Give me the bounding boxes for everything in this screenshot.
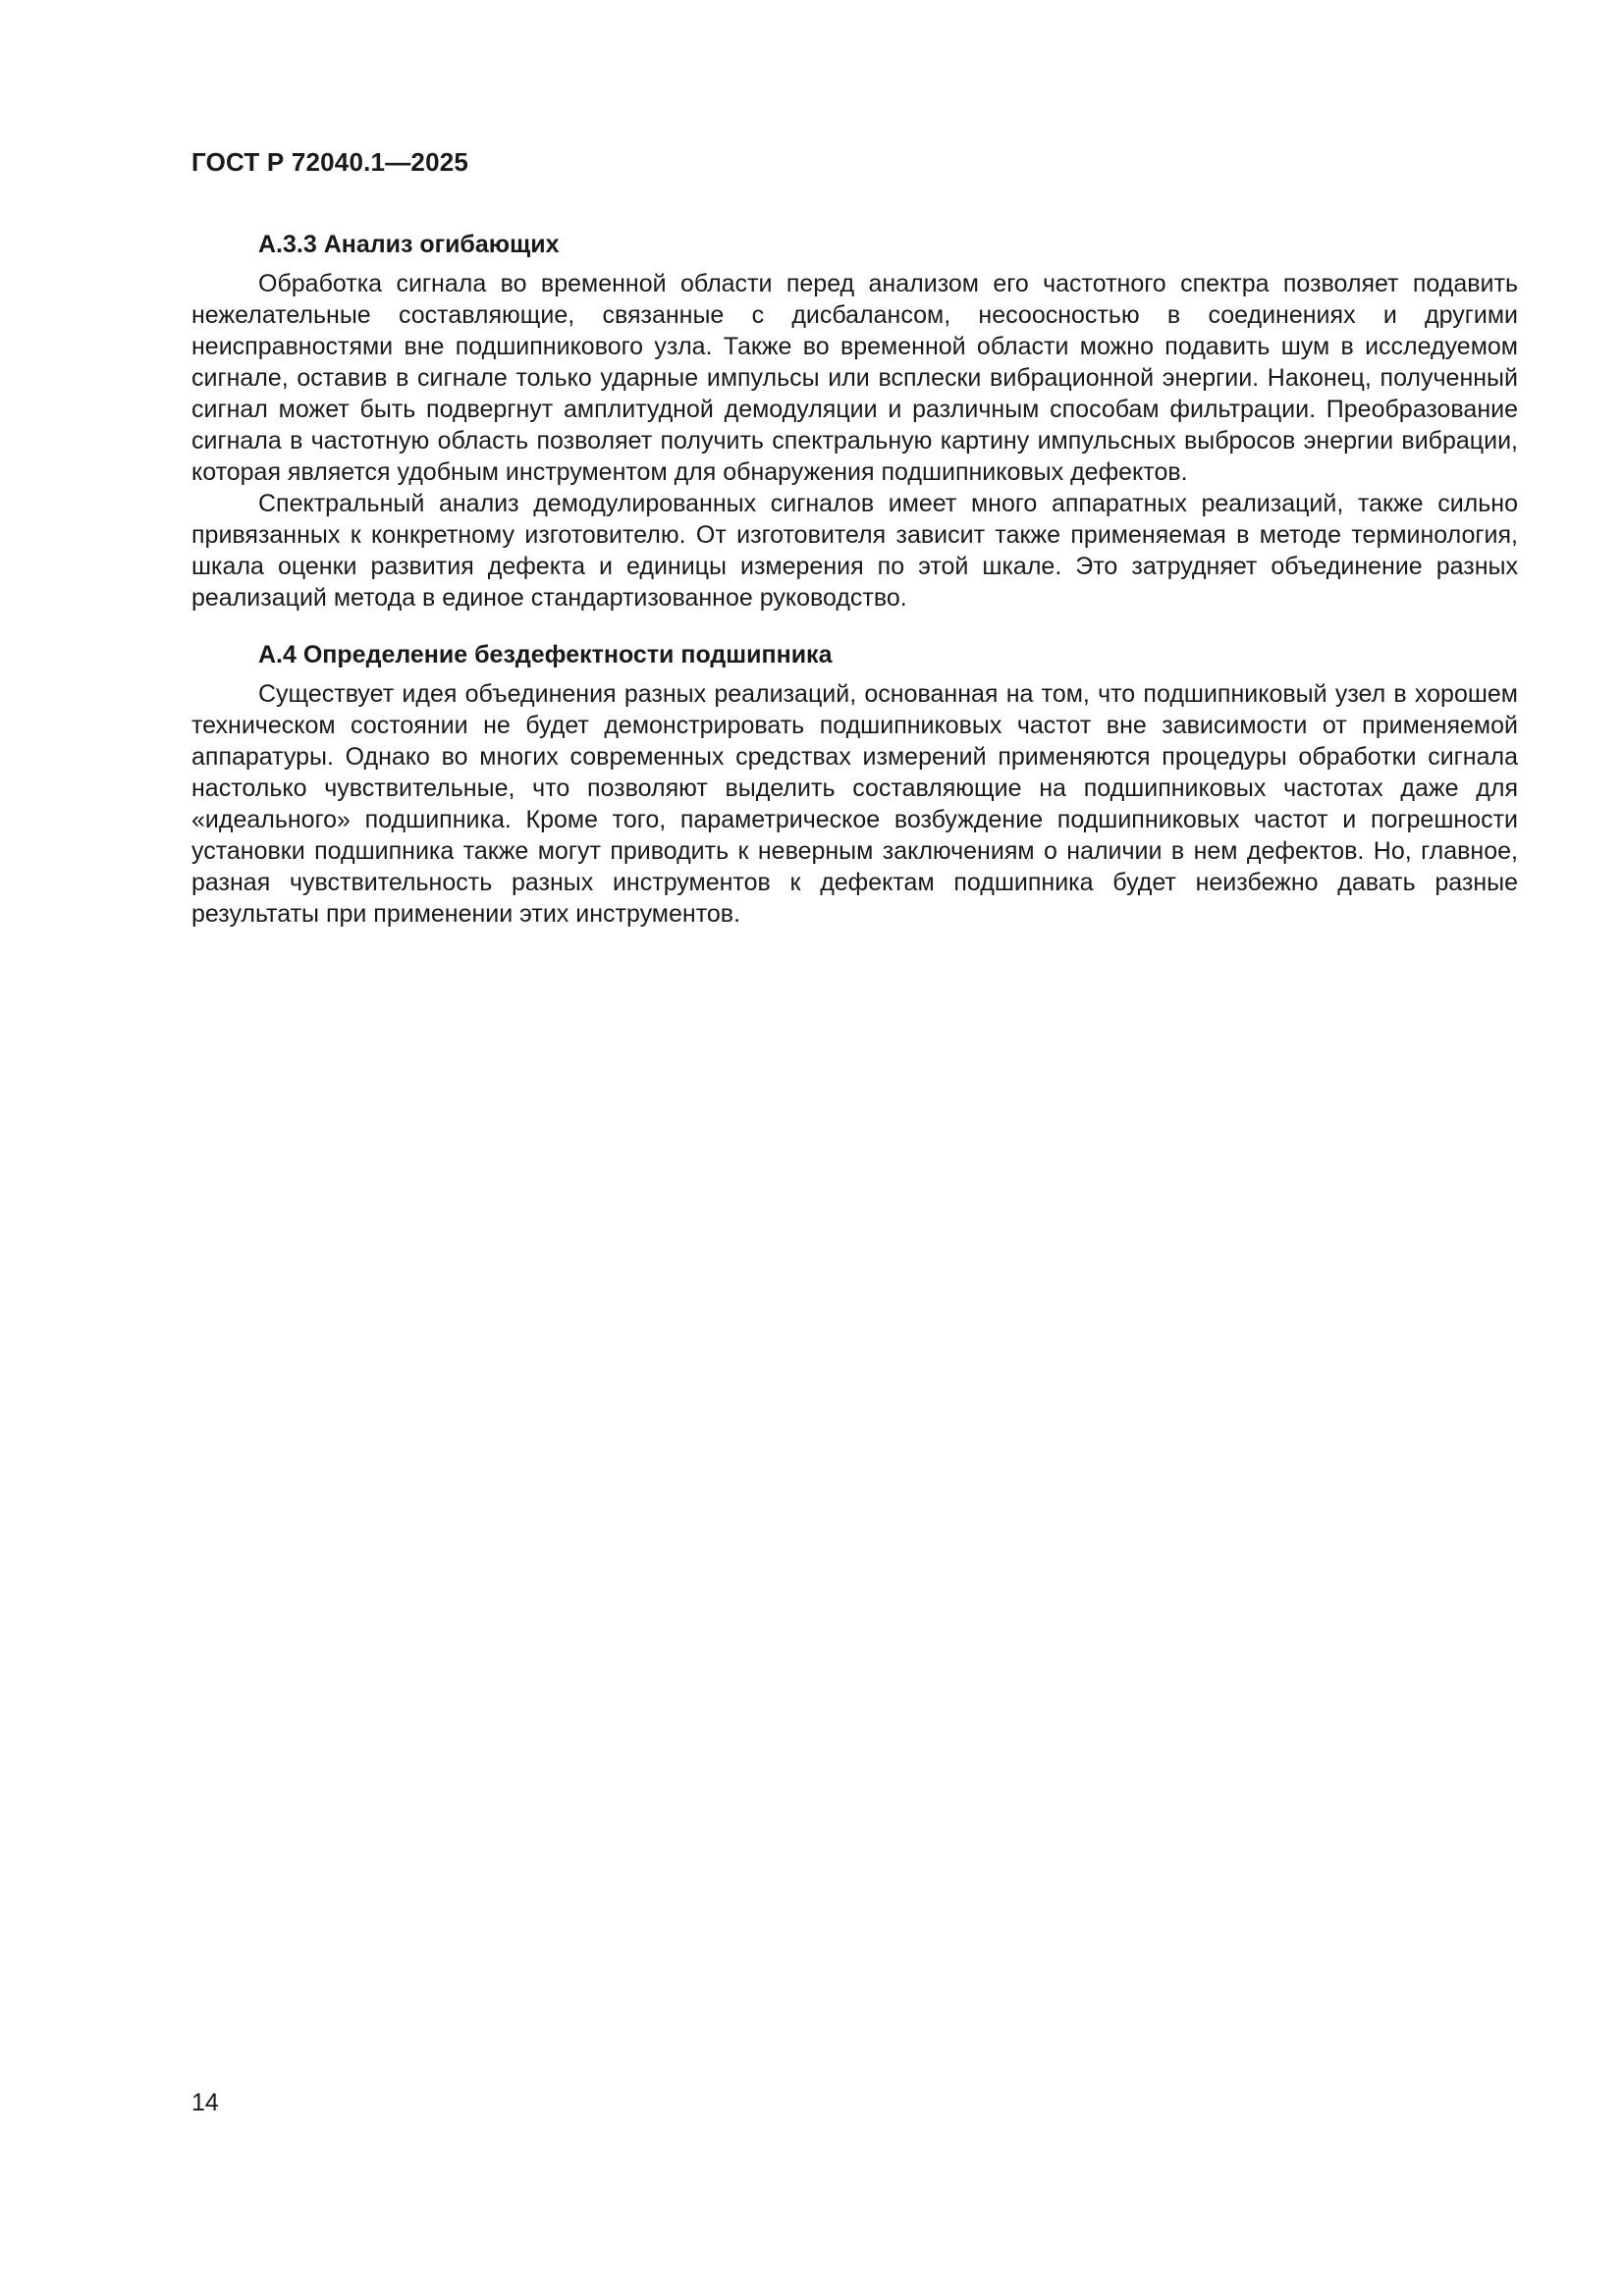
document-header-standard-number: ГОСТ Р 72040.1—2025 xyxy=(191,147,469,177)
section-heading-a4: А.4 Определение бездефектности подшипника xyxy=(258,641,833,668)
section-heading-a33: А.3.3 Анализ огибающих xyxy=(258,231,560,258)
page-number: 14 xyxy=(191,2089,219,2116)
page-content xyxy=(191,147,1518,930)
paragraph: Существует идея объединения разных реализаций, основанная на том, что подшипниковый узел в хорошем техническом состоянии не будет демонстрировать подшипниковых частот вне зависимости от применяемой аппаратуры. Однако во многих современных средствах измерений применяются процедуры обработки сигнала настолько чувствительные, что позволяют выделить составляющие на подшипниковых частотах даже для «идеального» подшипника. Кроме того, параметрическое возбуждение подшипниковых частот и погрешности установки подшипника также могут приводить к неверным заключениям о наличии в нем дефектов. Но, главное, разная чувствительность разных инструментов к дефектам подшипника будет неизбежно давать разные результаты при применении этих инструментов. xyxy=(191,680,1518,928)
paragraph: Спектральный анализ демодулированных сигналов имеет много аппаратных реализаций, также сильно привязанных к конкретному изготовителю. От изготовителя зависит также применяемая в методе терминология, шкала оценки развития дефекта и единицы измерения по этой шкале. Это затрудняет объединение разных реализаций метода в единое стандартизованное руководство. xyxy=(191,490,1518,612)
paragraph: Обработка сигнала во временной области перед анализом его частотного спектра позволяет подавить нежелательные составляющие, связанные с дисбалансом, несоосностью в соединениях и другими неисправностями вне подшипникового узла. Также во временной области можно подавить шум в исследуемом сигнале, оставив в сигнале только ударные импульсы или всплески вибрационной энергии. Наконец, полученный сигнал может быть подвергнут амплитудной демодуляции и различным способам фильтрации. Преобразование сигнала в частотную область позволяет получить спектральную картину импульсных выбросов энергии вибрации, которая является удобным инструментом для обнаружения подшипниковых дефектов. xyxy=(191,270,1518,486)
